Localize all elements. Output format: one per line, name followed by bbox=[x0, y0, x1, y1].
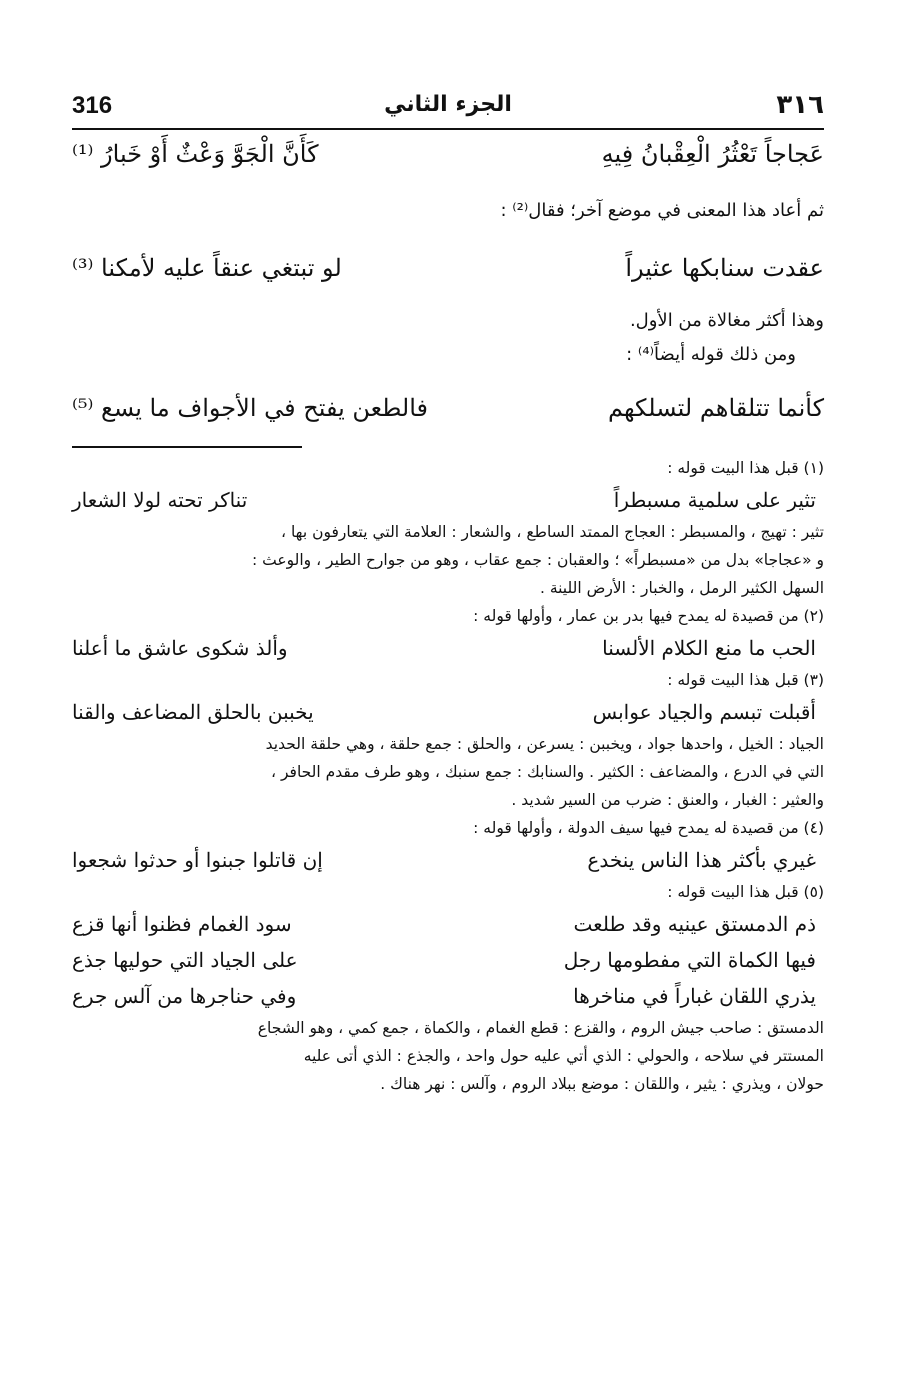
verse-line bbox=[72, 134, 824, 174]
footnote-3: (٣) قبل هذا البيت قوله : bbox=[667, 671, 824, 689]
book-page bbox=[72, 88, 824, 1098]
paragraph: ثم أعاد هذا المعنى في موضع آخر؛ فقال⁽²⁾ : bbox=[500, 200, 824, 221]
footnote-gloss-line: التي في الدرع ، والمضاعف : الكثير . والسنابك : جمع سنبك ، وهو طرف مقدم الحافر ، bbox=[271, 763, 824, 781]
footnote-gloss-line: السهل الكثير الرمل ، والخبار : الأرض اللينة . bbox=[539, 579, 824, 597]
footnote-verse bbox=[72, 630, 824, 666]
footnote-gloss-line: و «عجاجا» بدل من «مسبطراً» ؛ والعقبان : جمع عقاب ، وهو من جوارح الطير ، والوعث : bbox=[252, 551, 824, 569]
verse-second-hemistich: وألذ شكوى عاشق ما أعلنا bbox=[72, 636, 288, 660]
verse-line bbox=[72, 248, 824, 288]
footnote-verse bbox=[72, 906, 824, 942]
page-header bbox=[72, 88, 824, 130]
footnote-verse bbox=[72, 942, 824, 978]
verse-second-hemistich: إن قاتلوا جبنوا أو حدثوا شجعوا bbox=[72, 848, 323, 872]
footnote-1: (١) قبل هذا البيت قوله : bbox=[667, 459, 824, 477]
footnote-gloss-line: والعثير : الغبار ، والعنق : ضرب من السير شديد . bbox=[511, 791, 824, 809]
verse-second-hemistich: يخببن بالحلق المضاعف والقنا bbox=[72, 700, 314, 724]
footnote-verse bbox=[72, 978, 824, 1014]
verse-line bbox=[72, 388, 824, 428]
page-number-arabic: ٣١٦ bbox=[776, 90, 824, 120]
footnote-gloss-line: الجياد : الخيل ، واحدها جواد ، ويخببن : يسرعن ، والحلق : جمع حلقة ، وهي حلقة الحديد bbox=[265, 735, 824, 753]
verse-first-hemistich: يذري اللقان غباراً في مناخرها bbox=[573, 984, 816, 1008]
verse-first-hemistich: ذم الدمستق عينيه وقد طلعت bbox=[573, 912, 816, 936]
footnote-verse bbox=[72, 694, 824, 730]
verse-first-hemistich: غيري بأكثر هذا الناس ينخدع bbox=[587, 848, 816, 872]
verse-second-hemistich: كَأَنَّ الْجَوَّ وَعْثٌ أَوْ خَبارُ ⁽¹⁾ bbox=[72, 140, 319, 168]
verse-first-hemistich: الحب ما منع الكلام الألسنا bbox=[602, 636, 816, 660]
footnote-verse bbox=[72, 842, 824, 878]
verse-second-hemistich: تناكر تحته لولا الشعار bbox=[72, 488, 248, 512]
verse-first-hemistich: عقدت سنابكها عثيراً bbox=[625, 254, 824, 282]
footnote-gloss-line: حولان ، ويذري : يثير ، واللقان : موضع ببلاد الروم ، وآلس : نهر هناك . bbox=[380, 1075, 824, 1093]
paragraph: ومن ذلك قوله أيضاً⁽⁴⁾ : bbox=[626, 344, 796, 365]
footnote-verse bbox=[72, 482, 824, 518]
verse-first-hemistich: عَجاجاً تَعْثُرُ الْعِقْبانُ فِيهِ bbox=[601, 140, 824, 168]
verse-first-hemistich: كأنما تتلقاهم لتسلكهم bbox=[607, 394, 824, 422]
verse-second-hemistich: لو تبتغي عنقاً عليه لأمكنا ⁽³⁾ bbox=[72, 254, 342, 282]
verse-first-hemistich: تثير على سلمية مسبطراً bbox=[613, 488, 816, 512]
footnote-5: (٥) قبل هذا البيت قوله : bbox=[667, 883, 824, 901]
footnote-gloss-line: تثير : تهيج ، والمسبطر : العجاج الممتد الساطع ، والشعار : العلامة التي يتعارفون بها ، bbox=[281, 523, 824, 541]
footnote-2: (٢) من قصيدة له يمدح فيها بدر بن عمار ، وأولها قوله : bbox=[473, 607, 824, 625]
verse-second-hemistich: على الجياد التي حوليها جذع bbox=[72, 948, 298, 972]
footnote-4: (٤) من قصيدة له يمدح فيها سيف الدولة ، وأولها قوله : bbox=[473, 819, 824, 837]
footnote-gloss-line: الدمستق : صاحب جيش الروم ، والقزع : قطع الغمام ، والكماة ، جمع كمي ، وهو الشجاع bbox=[257, 1019, 824, 1037]
footnote-separator bbox=[72, 446, 302, 448]
page-number-latin: 316 bbox=[72, 92, 113, 119]
verse-second-hemistich: سود الغمام فظنوا أنها قزع bbox=[72, 912, 292, 936]
footnote-gloss-line: المستتر في سلاحه ، والحولي : الذي أتي عليه حول واحد ، والجذع : الذي أتى عليه bbox=[303, 1047, 824, 1065]
verse-first-hemistich: فيها الكماة التي مفطومها رجل bbox=[563, 948, 816, 972]
verse-second-hemistich: وفي حناجرها من آلس جرع bbox=[72, 984, 297, 1008]
verse-first-hemistich: أقبلت تبسم والجياد عوابس bbox=[592, 700, 816, 724]
verse-second-hemistich: فالطعن يفتح في الأجواف ما يسع ⁽⁵⁾ bbox=[72, 394, 429, 422]
paragraph: وهذا أكثر مغالاة من الأول. bbox=[629, 310, 824, 331]
running-title: الجزء الثاني bbox=[384, 92, 512, 117]
